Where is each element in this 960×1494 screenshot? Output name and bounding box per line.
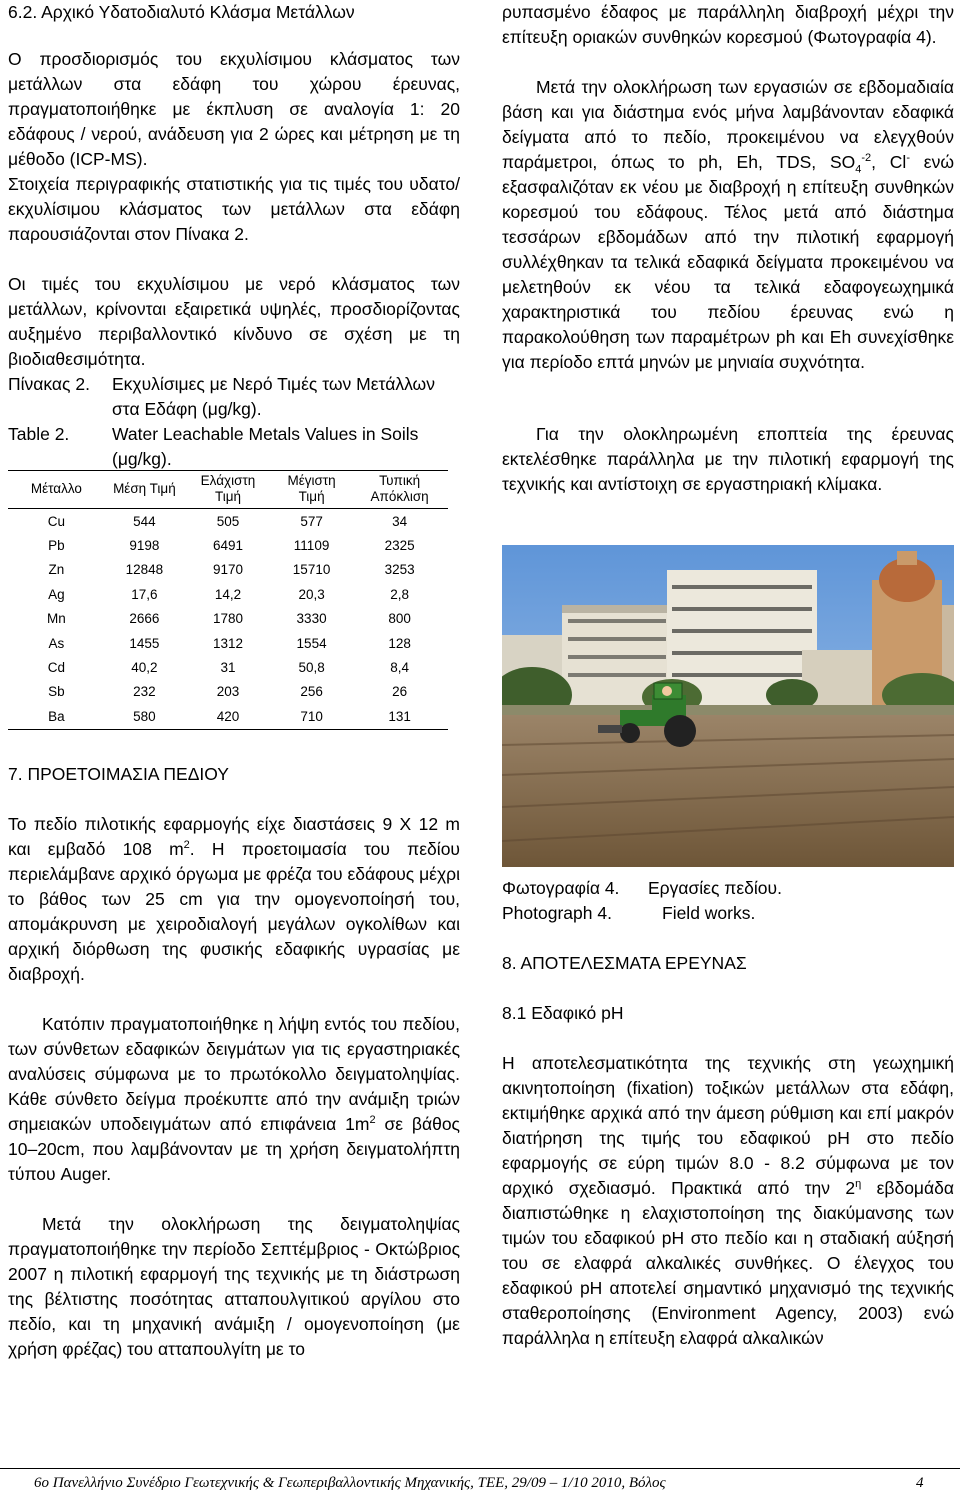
table-cell: 1455: [129, 635, 160, 651]
table-header-cell: Μέγιστη Τιμή: [287, 473, 336, 504]
table-caption-greek: [8, 372, 460, 422]
table-cell: 17,6: [131, 586, 158, 602]
paragraph-extraction-method: Ο προσδιορισμός του εκχυλίσιμου κλάσματος των μετάλλων στα εδάφη του χώρου έρευνας, πραγματοποιήθηκε με έκπλυση σε αναλογία 1: 20 εδάφους / νερού, ανάδευση για 2 ώρες και μέτρηση με τη μέθοδο (ICP-MS).: [8, 49, 460, 169]
table-row: [8, 631, 448, 655]
subscript: 4: [855, 163, 862, 176]
paragraph-field-preparation: [8, 812, 460, 987]
superscript: 2: [369, 1114, 376, 1127]
paragraph-lab-scale: Για την ολοκληρωμένη εποπτεία της έρευνας εκτελέσθηκε παράλληλα με την πιλοτική εφαρμογή της τεχνικής και αντίστοιχη σε εργαστηριακή κλίμακα.: [502, 424, 954, 494]
table-row: [8, 533, 448, 557]
paragraph-sampling: [8, 1012, 460, 1187]
photo-caption-english-label: Photograph 4.: [502, 903, 612, 923]
table-cell: 1312: [212, 635, 243, 651]
text-segment: Η αποτελεσματικότητα της τεχνικής στη γεωχημική ακινητοποίηση (fixation) τοξικών μετάλλων στα εδάφη, εκτιμήθηκε αρχικά από την άμεση ρύθμιση και επί μακρόν διατήρηση της τιμής του εδαφικού pH στο πεδίο εφαρμογής σε εύρη τιμών 8.0 - 8.2 σύμφωνα με τον αρχικό σχεδιασμό. Πρακτικά από την 2: [502, 1053, 954, 1198]
table-cell: 14,2: [214, 586, 242, 602]
table-cell: Zn: [48, 562, 65, 578]
text-segment: ενώ εξασφαλιζόταν εκ νέου με διαβροχή η επίτευξη συνθηκών κορεσμού του εδάφους. Τέλος μετά από διάστημα τεσσάρων εβδομάδων από την πιλοτική εφαρμογή συλλέχθηκαν τα τελικά εδαφικά δείγματα προκειμένου να μελετηθούν εκ νέου τα τελικά εδαφογεωχημικά χαρακτηριστικά του πεδίου έρευνας ενώ η παρακολούθηση των παραμέτρων ph και Eh συνεχίσθηκε για περίοδο επτά μηνών με μηνιαία συχνότητα.: [502, 152, 955, 372]
table-cell: 131: [388, 708, 411, 724]
table-cell: 800: [388, 611, 411, 627]
table-caption-english: [8, 422, 460, 472]
table-caption-greek-label: Πίνακας 2.: [8, 374, 90, 394]
table-row: [8, 509, 448, 534]
table-cell: 256: [300, 684, 323, 700]
section-8-1-title: 8.1 Εδαφικό pH: [502, 1003, 624, 1023]
paragraph-continuation: ρυπασμένο έδαφος με παράλληλη διαβροχή μέχρι την επίτευξη οριακών συνθηκών κορεσμού (Φωτογραφία 4).: [502, 2, 954, 47]
photo-caption-english: [502, 901, 954, 926]
table-cell: 544: [133, 513, 156, 529]
text-segment: Κατόπιν πραγματοποιήθηκε η λήψη εντός του πεδίου, των σύνθετων εδαφικών δειγμάτων για τις εργαστηριακές αναλύσεις σύμφωνα με το πρωτόκολλο δειγματοληψίας. Κάθε σύνθετο δείγμα προέκυπτε από την ανάμιξη τριών σημειακών υποδειγμάτων από επιφάνεια 1m: [8, 1014, 460, 1134]
table-row: [8, 680, 448, 704]
table-cell: 232: [133, 684, 156, 700]
photo-caption-english-text: Field works.: [662, 903, 756, 923]
text-segment: . Η προετοιμασία του πεδίου περιελάμβανε αρχικό όργωμα με φρέζα του εδάφους μέχρι το βάθος των 25 cm για την ομογενοποίησή του, απομάκρυνση με χειροδιαλογή μεγάλων ογκολίθων και αρχική διόρθωση της φυσικής εδαφικής υγρασίας με διαβροχή.: [8, 839, 460, 984]
text-segment: , Cl: [871, 152, 907, 172]
table-cell: 8,4: [390, 660, 409, 676]
text-segment: Το πεδίο πιλοτικής εφαρμογής είχε διαστάσεις 9 Χ 12 m και εμβαδό 108 m: [8, 814, 460, 859]
table-caption-english-label: Table 2.: [8, 424, 70, 444]
text-segment: εβδομάδα διαπιστώθηκε η ελαχιστοποίηση της διακύμανσης των τιμών του εδαφικού pH στο πεδίο και η σταδιακή αύξησή του σε ελαφρά αλκαλικές συνθήκες. Ο έλεγχος του εδαφικού pH αποτελεί σημαντικό μηχανισμό της τεχνικής σταθεροποίησης (Environment Agency, 2003) ενώ παράλληλα η επίτευξη ελαφρά αλκαλικών: [502, 1178, 954, 1348]
text-segment: Μετά την ολοκλήρωση των εργασιών σε εβδομαδιαία βάση και για διάστημα ενός μήνα λαμβάνονταν εδαφικά δείγματα από το πεδίο, προκειμένου να ελεγχθούν παράμετροι, όπως το ph, Eh, TDS, SO: [502, 77, 954, 172]
page-footer: [0, 1468, 960, 1491]
table-cell: Mn: [47, 611, 66, 627]
table-cell: Cd: [47, 660, 66, 676]
paragraph-statistics-intro: Στοιχεία περιγραφικής στατιστικής για τις τιμές του υδατο/εκχυλίσιμου κλάσματος των μετάλλων στα εδάφη παρουσιάζονται στον Πίνακα 2.: [8, 174, 460, 244]
table-caption-greek-text: Εκχυλίσιμες με Νερό Τιμές των Μετάλλων στα Εδάφη (μg/kg).: [112, 374, 435, 419]
table-cell: 15710: [292, 562, 331, 578]
table-row: [8, 582, 448, 606]
photo-caption-greek-text: Εργασίες πεδίου.: [648, 878, 782, 898]
paragraph-ph-results: [502, 1051, 954, 1351]
table-cell: 34: [392, 513, 408, 529]
table-cell: 505: [216, 513, 240, 529]
section-8-title: 8. ΑΠΟΤΕΛΕΣΜΑΤΑ ΕΡΕΥΝΑΣ: [502, 953, 747, 973]
table-header-cell: Μέση Τιμή: [113, 481, 176, 496]
superscript: -: [906, 152, 910, 165]
table-cell: 2325: [384, 538, 415, 554]
table-cell: 9198: [129, 538, 160, 554]
table-row: [8, 655, 448, 679]
table-header-cell: Μέταλλο: [30, 481, 82, 496]
table-cell: Ba: [48, 708, 65, 724]
table-cell: 26: [392, 684, 408, 700]
table-cell: 11109: [293, 538, 330, 554]
text-segment: σε βάθος 10–20cm, που λαμβάνονταν με τη χρήση δειγματολήπτη τύπου Auger.: [8, 1114, 460, 1184]
table-cell: 203: [216, 684, 240, 700]
field-works-photo-illustration: [502, 545, 954, 867]
table-cell: 3253: [384, 562, 415, 578]
table-cell: 6491: [212, 538, 243, 554]
table-cell: Pb: [48, 538, 65, 554]
superscript: η: [855, 1178, 862, 1191]
table-cell: 2666: [129, 611, 160, 627]
superscript: -2: [861, 152, 872, 165]
table-cell: Cu: [47, 513, 66, 529]
table-header-cell: Τυπική Απόκλιση: [370, 473, 429, 504]
table-cell: Sb: [48, 684, 65, 700]
table-cell: 1780: [212, 611, 243, 627]
table-cell: Ag: [48, 586, 65, 602]
table-cell: 128: [388, 635, 411, 651]
field-works-photo: [502, 545, 954, 867]
paragraph-pilot-application: Μετά την ολοκλήρωση της δειγματοληψίας πραγματοποιήθηκε την περίοδο Σεπτέμβριος - Οκτώβριος 2007 η πιλοτική εφαρμογή της τεχνικής με τη διάστρωση της βέλτιστης ποσότητας ατταπουλγιτικού αργίλου στο πεδίο, και τη μηχανική ανάμιξη / ομογενοποίηση (με χρήση φρέζας) του ατταπουλγίτη με το: [8, 1214, 460, 1359]
page-number: 4: [916, 1475, 924, 1491]
section-7-title: 7. ΠΡΟΕΤΟΙΜΑΣΙΑ ΠΕΔΙΟΥ: [8, 764, 229, 784]
table-cell: 40,2: [131, 660, 158, 676]
table-cell: 50,8: [298, 660, 325, 676]
table-cell: 710: [300, 708, 323, 724]
table-cell: 580: [133, 708, 156, 724]
table-cell: 1554: [296, 635, 327, 651]
table-cell: 9170: [212, 562, 243, 578]
table-header-cell: Ελάχιστη Τιμή: [200, 473, 256, 504]
footer-conference-text: 6ο Πανελλήνιο Συνέδριο Γεωτεχνικής & Γεωπεριβαλλοντικής Μηχανικής, ΤΕΕ, 29/09 – 1/10 2010, Βόλος: [34, 1475, 666, 1491]
table-row: [8, 607, 448, 631]
metals-table: [8, 470, 448, 730]
table-caption-english-text: Water Leachable Metals Values in Soils (μg/kg).: [112, 424, 419, 469]
table-cell: 420: [216, 708, 240, 724]
paragraph-high-values: Οι τιμές του εκχυλίσιμου με νερό κλάσματος των μετάλλων, κρίνονται εξαιρετικά υψηλές, προσδιορίζοντας αυξημένο περιβαλλοντικό κίνδυνο σε σχέση με τη βιοδιαθεσιμότητα.: [8, 274, 460, 369]
table-cell: 2,8: [390, 586, 409, 602]
table-cell: 3330: [296, 611, 327, 627]
table-cell: 12848: [125, 562, 164, 578]
table-row: [8, 704, 448, 729]
table-cell: 577: [300, 513, 323, 529]
table-header-row: [8, 471, 448, 509]
table-cell: 31: [220, 660, 236, 676]
table-cell: As: [48, 635, 65, 651]
photo-caption-greek: [502, 876, 954, 901]
table-cell: 20,3: [298, 586, 325, 602]
section-6-2-title: 6.2. Αρχικό Υδατοδιαλυτό Κλάσμα Μετάλλων: [8, 2, 355, 22]
photo-caption-greek-label: Φωτογραφία 4.: [502, 878, 620, 898]
paragraph-monitoring: [502, 75, 954, 375]
table-row: [8, 558, 448, 582]
superscript: 2: [183, 839, 190, 852]
